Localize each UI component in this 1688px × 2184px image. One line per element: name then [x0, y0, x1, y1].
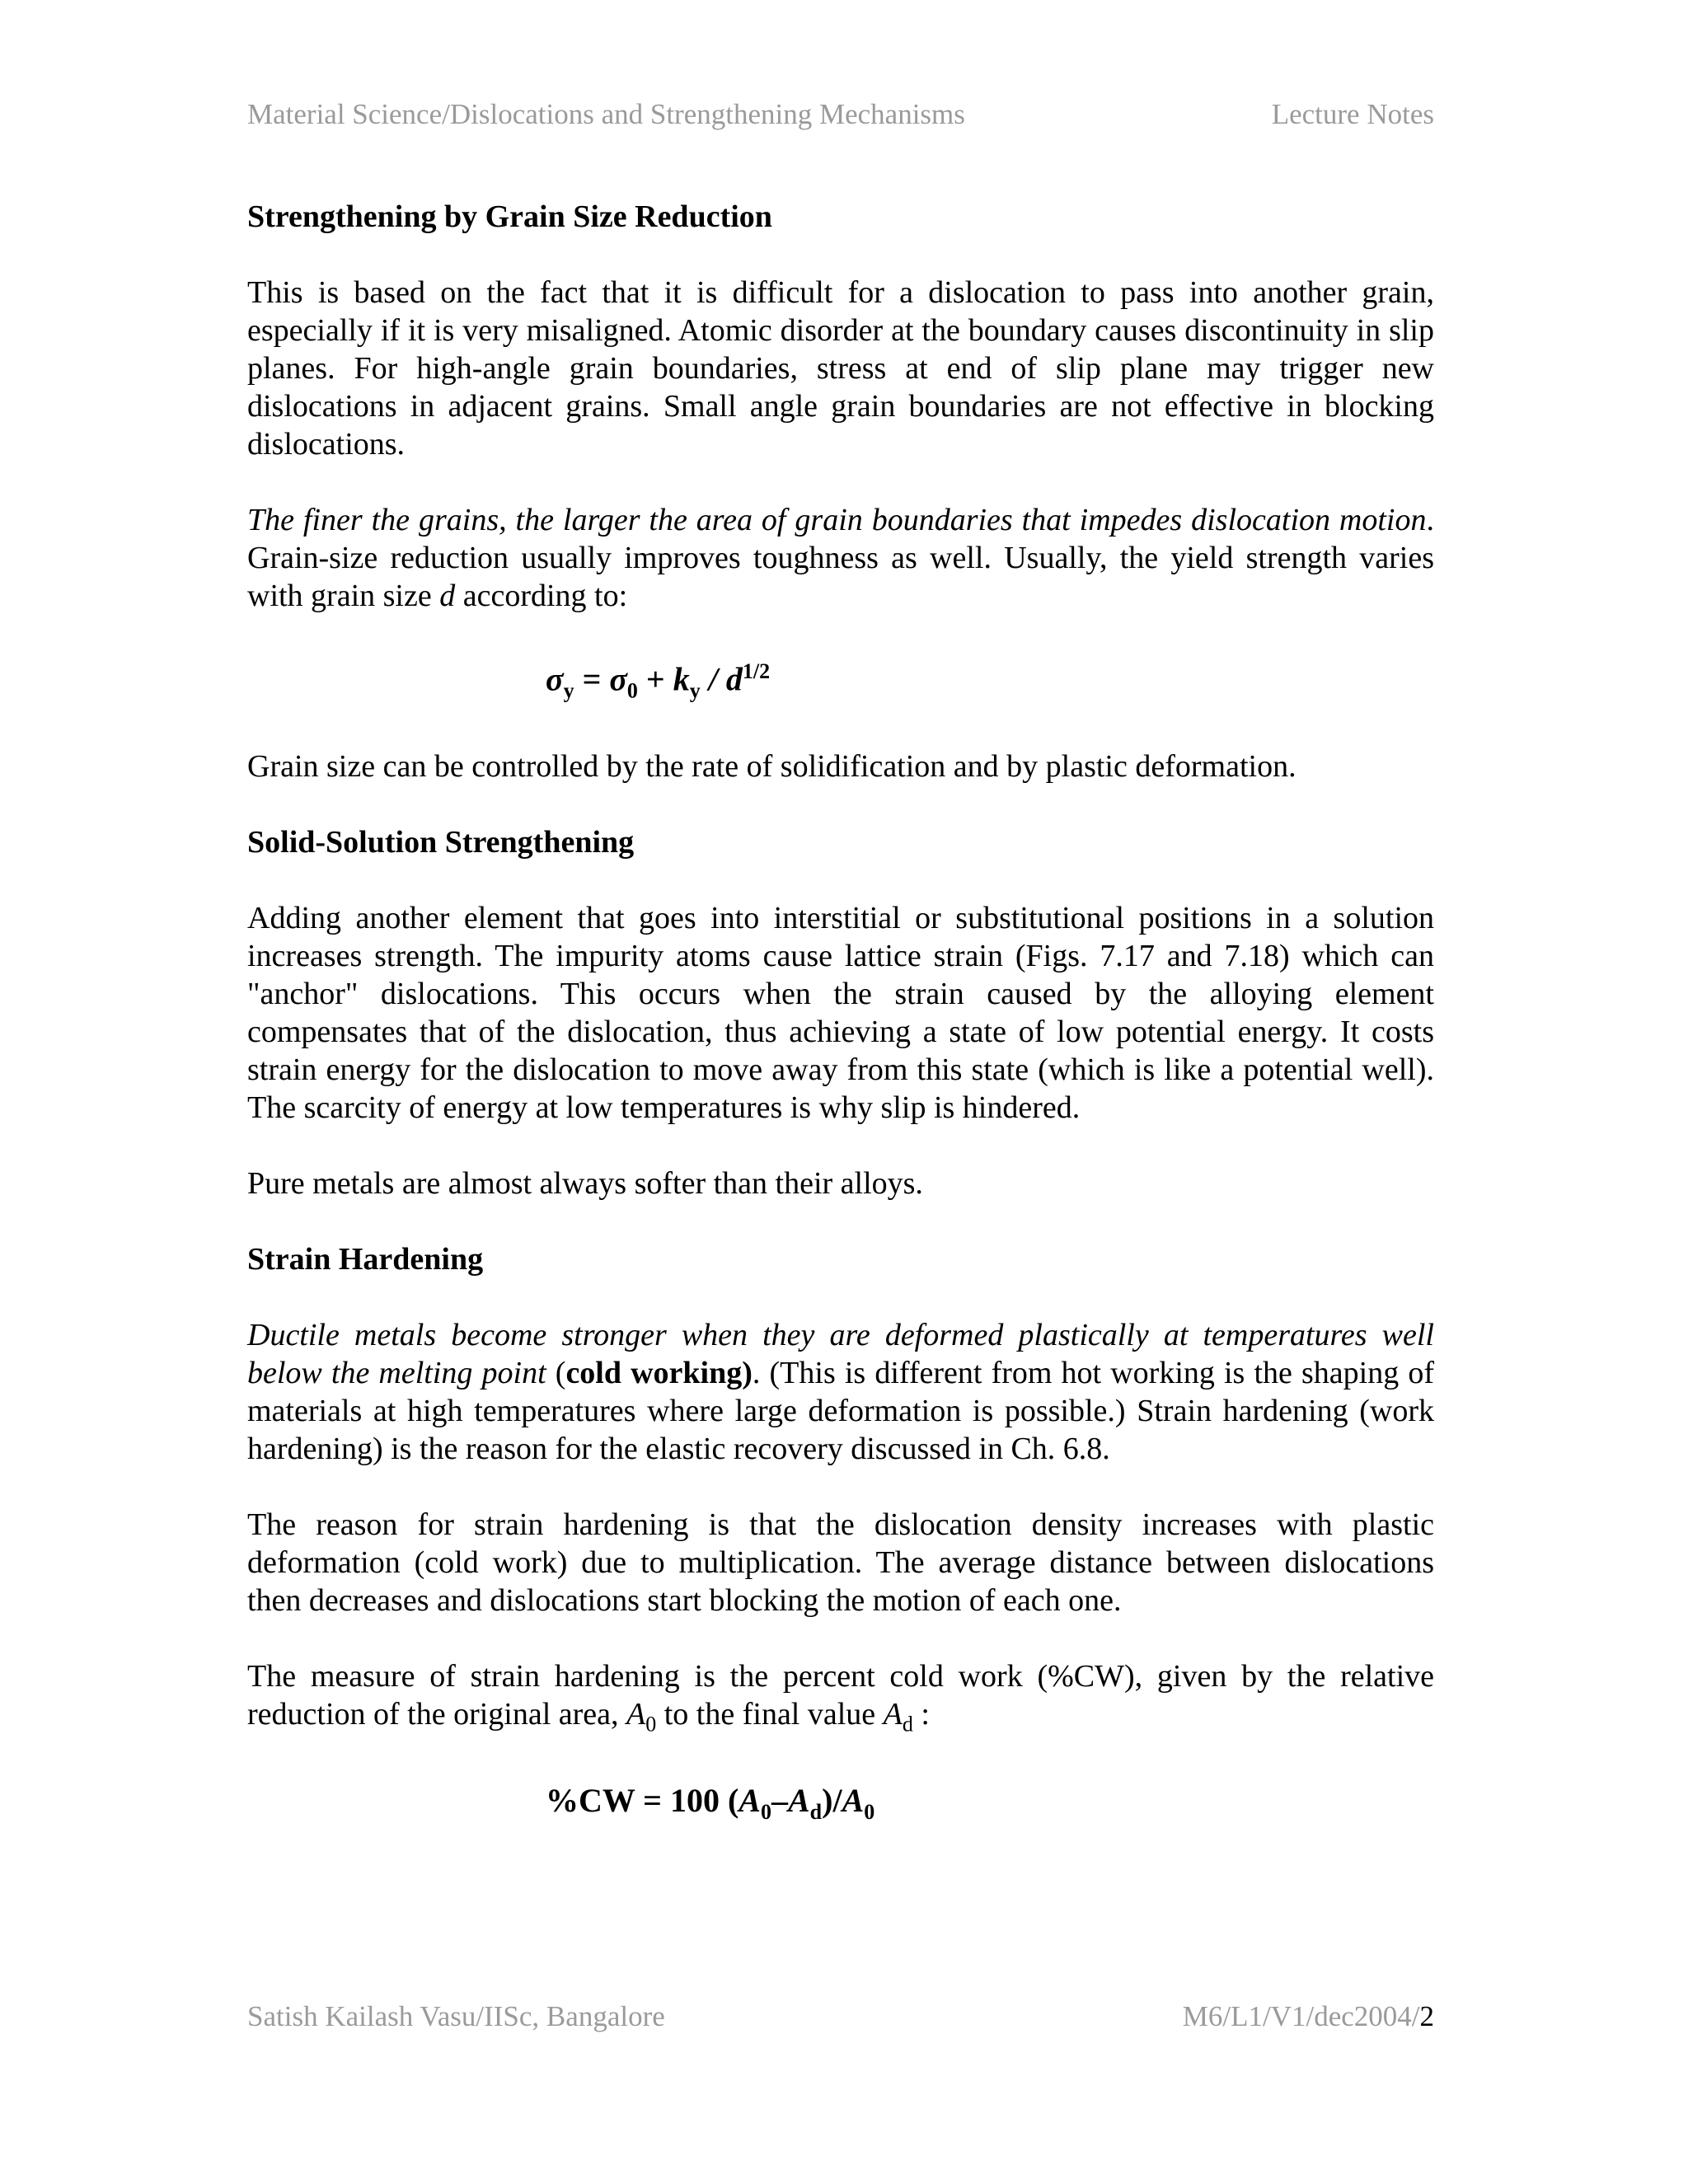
eq-sub: 0 [760, 1799, 771, 1824]
var-sub: 0 [645, 1712, 657, 1736]
paragraph-ductile-metals [247, 1316, 1434, 1468]
eq-slash: / [700, 660, 726, 698]
footer-doc-id [1183, 1999, 1434, 2034]
text-fragment: . Grain-size reduction usually improves toughness as well. Usually, the yield strength varies with grain size [247, 503, 1434, 613]
page-content [247, 198, 1434, 1869]
paragraph-dislocation-density: The reason for strain hardening is that the dislocation density increases with plastic deformation (cold work) due to multiplication. The average distance between dislocations then decreases and dislocations start blocking the motion of each one. [247, 1507, 1434, 1619]
text-fragment: to the final value [656, 1697, 884, 1732]
eq-sub: d [809, 1799, 823, 1824]
eq-minus: – [771, 1781, 788, 1819]
text-fragment: according to: [455, 579, 628, 613]
section-title-strain-hardening: Strain Hardening [247, 1242, 484, 1277]
eq-d: d [725, 660, 743, 698]
eq-prefix: %CW = 100 ( [546, 1781, 739, 1819]
eq-plus: + [637, 660, 673, 698]
eq-A: A [842, 1781, 865, 1819]
paragraph-pure-metals: Pure metals are almost always softer than their alloys. [247, 1166, 923, 1202]
footer-author: Satish Kailash Vasu/IISc, Bangalore [247, 2000, 665, 2032]
header-course-title: Material Science/Dislocations and Strengthening Mechanisms [247, 98, 965, 130]
paragraph-grain-boundary: This is based on the fact that it is difficult for a dislocation to pass into another grain, especially if it is very misaligned. Atomic disorder at the boundary causes discontinuity in slip planes. For high-angle grain boundaries, stress at end of slip plane may trigger new dislocations in adjacent grains. Small angle grain boundaries are not effective in blocking dislocations. [247, 275, 1434, 462]
variable-d: d [439, 579, 456, 613]
eq-sub: 0 [864, 1799, 875, 1824]
paragraph-cold-work-measure [247, 1657, 1434, 1744]
paragraph-grain-control: Grain size can be controlled by the rate of solidification and by plastic deformation. [247, 749, 1296, 785]
eq-equals: = [574, 660, 610, 698]
eq-divide: )/ [822, 1781, 842, 1819]
section-title-solid-solution: Solid-Solution Strengthening [247, 825, 635, 860]
eq-sigma0: σ [609, 660, 627, 698]
section-title-grain-size: Strengthening by Grain Size Reduction [247, 199, 772, 234]
text-fragment: . (This is different from hot working is the shaping of materials at high temperatures where large deformation is possible.) Strain hardening (work hardening) is the reason for the elastic recovery discussed in Ch. 6.8. [247, 1356, 1434, 1467]
eq-sup: 1/2 [742, 659, 771, 683]
cold-work-equation [546, 1782, 1434, 1831]
text-fragment: ( [546, 1356, 566, 1391]
page-number: 2 [1419, 2000, 1434, 2032]
paragraph-solid-solution: Adding another element that goes into interstitial or substitutional positions in a solution increases strength. The impurity atoms cause lattice strain (Figs. 7.17 and 7.18) which can "anchor" dislocations. This occurs when the strain caused by the alloying element compensates that of the dislocation, thus achieving a state of low potential energy. It costs strain energy for the dislocation to move away from this state (which is like a potential well). The scarcity of energy at low temperatures is why slip is hindered. [247, 901, 1434, 1126]
var-sub: d [902, 1712, 913, 1736]
bold-cold-working: cold working) [565, 1356, 753, 1391]
emphasis-ductile-metals: Ductile metals become stronger when they are deformed plastically at temperatures well below the melting point [247, 1318, 1434, 1391]
eq-A: A [787, 1781, 810, 1819]
eq-A: A [738, 1781, 761, 1819]
paragraph-finer-grains [247, 501, 1434, 615]
header-doc-type: Lecture Notes [1271, 98, 1434, 130]
text-fragment: The measure of strain hardening is the percent cold work (%CW), given by the relative reduction of the original area, [247, 1659, 1434, 1732]
var-A: A [626, 1697, 646, 1732]
eq-sub: y [563, 678, 574, 703]
eq-sub: y [689, 678, 701, 703]
eq-sub: 0 [626, 678, 638, 703]
text-fragment: : [912, 1697, 930, 1732]
eq-k: k [673, 660, 690, 698]
emphasis-finer-grains: The finer the grains, the larger the area of grain boundaries that impedes dislocation motion [247, 503, 1427, 537]
footer-doc-code: M6/L1/V1/dec2004/ [1182, 2000, 1420, 2032]
hall-petch-equation [546, 653, 1434, 710]
eq-sigma: σ [546, 660, 564, 698]
var-A: A [883, 1697, 903, 1732]
